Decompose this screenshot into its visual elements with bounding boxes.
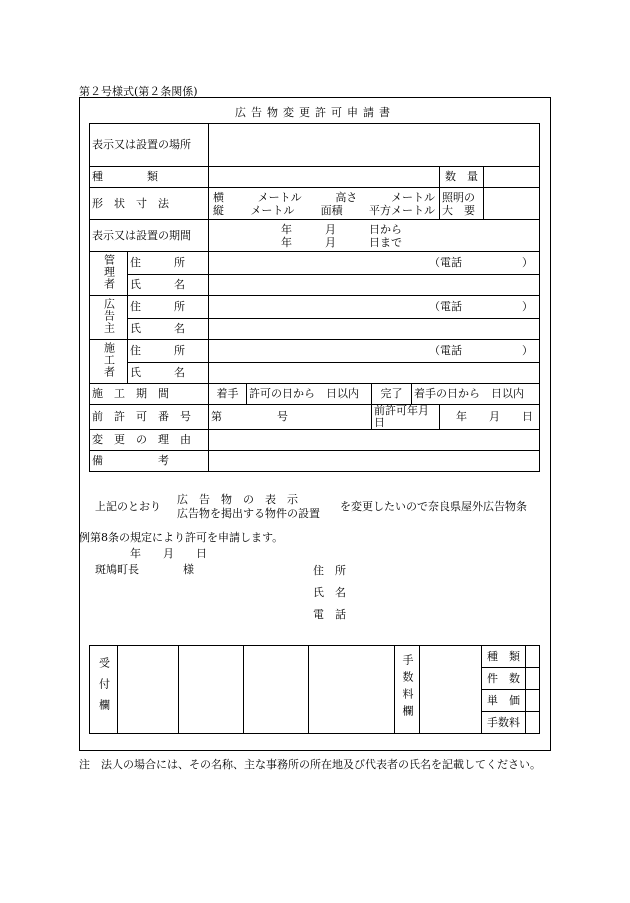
footnote: 注 法人の場合には、その名称、主な事務所の所在地及び代表者の氏名を記載してください。: [79, 758, 541, 771]
applicant-name-label: 氏 名: [313, 586, 346, 599]
period-field[interactable]: [209, 220, 540, 252]
manager-name-field[interactable]: [209, 275, 540, 296]
statement-prefix: 上記のとおり: [95, 500, 161, 513]
reason-label: 変 更 の 理 由: [90, 430, 209, 451]
fee-unit-price-label: 単 価: [482, 690, 526, 712]
advertiser-address-field[interactable]: （電話 ）: [209, 296, 540, 319]
meter-b: メートル: [390, 190, 435, 204]
complete-text[interactable]: 着手の日から 日以内: [412, 384, 540, 405]
height-label: 高さ: [335, 190, 358, 204]
notes-field[interactable]: [209, 451, 540, 472]
fee-type-label: 種 類: [482, 646, 526, 668]
application-table: [89, 123, 540, 472]
reception-box-2: [179, 646, 244, 734]
fee-count-field[interactable]: [526, 668, 540, 690]
contractor-address-field[interactable]: （電話 ）: [209, 340, 540, 363]
manager-address-label: 住 所: [128, 252, 209, 275]
contractor-address-label: 住 所: [128, 340, 209, 363]
reception-box-1: [118, 646, 179, 734]
meter-a: メートル: [257, 190, 302, 204]
width-label: 横: [213, 190, 224, 204]
application-date[interactable]: 年 月 日: [130, 547, 207, 560]
lighting-label: 照明の 大 要: [440, 188, 484, 220]
form-number: 第２号様式(第２条関係): [79, 85, 198, 98]
area-label: 面積: [320, 203, 343, 217]
construction-label: 施 工 期 間: [90, 384, 209, 405]
contractor-name-field[interactable]: [209, 363, 540, 384]
contractor-name-label: 氏 名: [128, 363, 209, 384]
advertiser-label: 広告主: [90, 296, 128, 340]
manager-name-label: 氏 名: [128, 275, 209, 296]
applicant-phone-label: 電 話: [313, 608, 346, 621]
type-label: 種 類: [90, 167, 209, 188]
quantity-field[interactable]: [484, 167, 540, 188]
square-meter: 平方メートル: [368, 203, 435, 217]
meter-c: メートル: [250, 203, 295, 217]
prev-permit-number[interactable]: 第 号: [209, 405, 372, 430]
advertiser-name-field[interactable]: [209, 319, 540, 340]
reception-box-4: [309, 646, 395, 734]
manager-address-field[interactable]: （電話 ）: [209, 252, 540, 275]
prev-permit-label: 前 許 可 番 号: [90, 405, 209, 430]
prev-permit-date-label: 前許可年月日: [372, 405, 440, 430]
fee-amount-label: 手数料: [482, 712, 526, 734]
period-from: 年 月 日から: [281, 222, 402, 236]
location-label: 表示又は設置の場所: [90, 124, 209, 167]
notes-label: 備 考: [90, 451, 209, 472]
complete-label: 完了: [372, 384, 412, 405]
statement-line-2: 例第8条の規定により許可を申請します。: [79, 531, 284, 544]
lighting-field[interactable]: [484, 188, 540, 220]
statement-option-1: 広 告 物 の 表 示: [177, 493, 298, 506]
form-title: 広告物変更許可申請書: [235, 106, 395, 119]
fee-type-field[interactable]: [526, 646, 540, 668]
start-text[interactable]: 許可の日から 日以内: [247, 384, 372, 405]
fee-amount-field[interactable]: [526, 712, 540, 734]
receipt-table: [89, 645, 540, 734]
fee-stamp-box: [420, 646, 482, 734]
applicant-address-label: 住 所: [313, 564, 346, 577]
fee-unit-price-field[interactable]: [526, 690, 540, 712]
manager-label: 管理者: [90, 252, 128, 296]
advertiser-address-label: 住 所: [128, 296, 209, 319]
quantity-label: 数 量: [440, 167, 484, 188]
fee-label: 手数料欄: [395, 646, 420, 734]
location-field[interactable]: [209, 124, 540, 167]
statement-suffix: を変更したいので奈良県屋外広告物条: [340, 500, 527, 513]
period-label: 表示又は設置の期間: [90, 220, 209, 252]
contractor-label: 施工者: [90, 340, 128, 384]
reception-box-3: [244, 646, 309, 734]
start-label: 着手: [209, 384, 247, 405]
period-to: 年 月 日まで: [281, 235, 402, 249]
shape-label: 形 状 寸 法: [90, 188, 209, 220]
prev-permit-date[interactable]: 年 月 日: [440, 405, 540, 430]
length-label: 縦: [213, 203, 224, 217]
statement-option-2: 広告物を掲出する物件の設置: [177, 507, 320, 520]
reception-label: 受付欄: [90, 646, 118, 734]
reason-field[interactable]: [209, 430, 540, 451]
shape-field[interactable]: [209, 188, 440, 220]
advertiser-name-label: 氏 名: [128, 319, 209, 340]
fee-count-label: 件 数: [482, 668, 526, 690]
addressee: 斑鳩町長 様: [95, 563, 194, 576]
type-field[interactable]: [209, 167, 440, 188]
